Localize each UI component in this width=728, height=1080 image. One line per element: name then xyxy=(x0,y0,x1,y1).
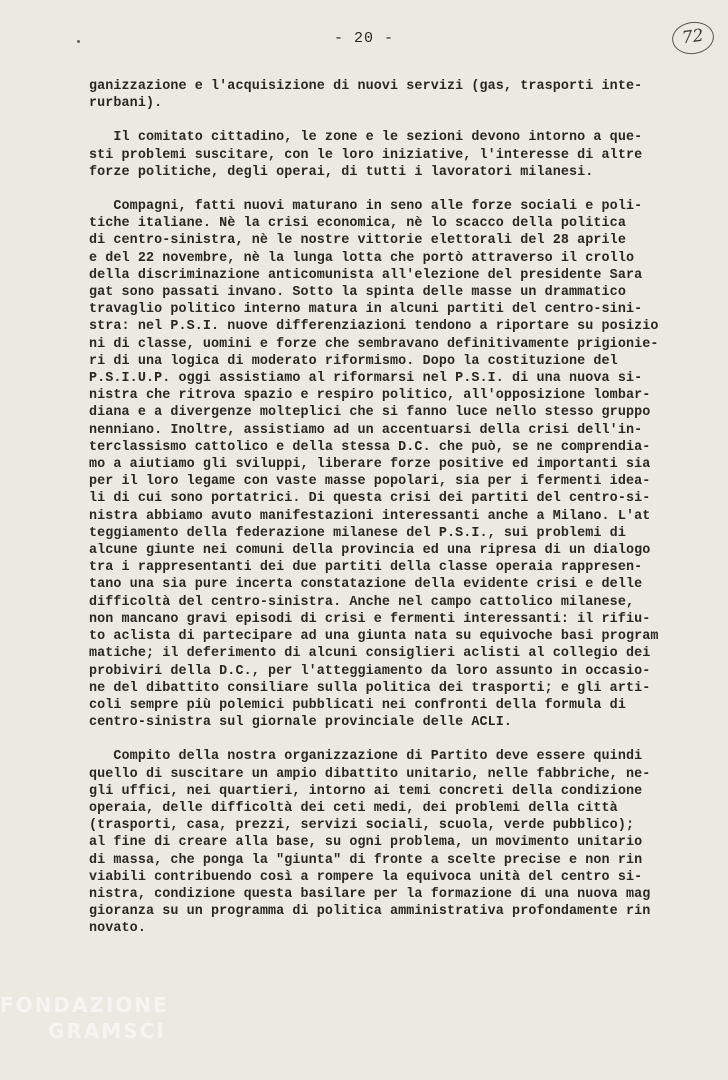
text-line: stra: nel P.S.I. nuove differenziazioni tendono a riportare su posizio xyxy=(89,319,659,335)
text-line: coli sempre più polemici pubblicati nei confronti della formula di xyxy=(89,697,626,713)
text-line: di massa, che ponga la "giunta" di fronte a scelte precise e non rin xyxy=(89,852,643,868)
text-line: terclassismo cattolico e della stessa D.C. che può, se ne comprendia- xyxy=(89,439,651,455)
text-line: ri di una logica di moderato riformismo. Dopo la costituzione del xyxy=(89,353,618,369)
text-line: sti problemi suscitare, con le loro iniziative, l'interesse di altre xyxy=(89,147,643,163)
text-line: teggiamento della federazione milanese del P.S.I., sui problemi di xyxy=(89,525,626,541)
text-line: Compito della nostra organizzazione di Partito deve essere quindi xyxy=(89,749,643,765)
text-line: nistra abbiamo avuto manifestazioni interessanti anche a Milano. L'at xyxy=(89,508,651,524)
text-line: nenniano. Inoltre, assistiamo ad un accentuarsi della crisi dell'in- xyxy=(89,422,643,438)
text-line: gioranza su un programma di politica amministrativa profondamente rin xyxy=(89,904,651,920)
text-line: ne del dibattito consiliare sulla politica dei trasporti; e gli arti- xyxy=(89,680,651,696)
text-line: diana e a divergenze molteplici che si fanno luce nello stesso gruppo xyxy=(89,405,651,421)
text-line: della discriminazione anticomunista all'elezione del presidente Sara xyxy=(89,267,643,283)
text-line: operaia, delle difficoltà dei ceti medi, dei problemi della città xyxy=(89,800,618,816)
text-line: matiche; il deferimento di alcuni consiglieri aclisti al collegio dei xyxy=(89,646,651,662)
paragraph xyxy=(89,748,689,937)
text-line: mo a aiutiamo gli sviluppi, liberare forze positive ed importanti sia xyxy=(89,457,651,473)
text-line: difficoltà del centro-sinistra. Anche nel campo cattolico milanese, xyxy=(89,594,635,610)
page-number: - 20 - xyxy=(333,30,394,47)
text-line: quello di suscitare un ampio dibattito unitario, nelle fabbriche, ne- xyxy=(89,766,651,782)
text-line: tiche italiane. Nè la crisi economica, nè lo scacco della politica xyxy=(89,216,626,232)
text-line: novato. xyxy=(89,921,146,937)
text-line: to aclista di partecipare ad una giunta nata su equivoche basi program xyxy=(89,629,659,645)
text-line: al fine di creare alla base, su ogni problema, un movimento unitario xyxy=(89,835,643,851)
text-line: centro-sinistra sul giornale provinciale delle ACLI. xyxy=(89,715,513,731)
text-line: Compagni, fatti nuovi maturano in seno alle forze sociali e poli- xyxy=(89,199,643,215)
text-line: gli uffici, nei quartieri, intorno ai temi concreti della condizione xyxy=(89,783,643,799)
text-line: ganizzazione e l'acquisizione di nuovi servizi (gas, trasporti inte- xyxy=(89,79,643,94)
watermark-line-1: FONDAZIONE xyxy=(0,993,169,1017)
text-line: gat sono passati invano. Sotto la spinta delle masse un drammatico xyxy=(89,285,626,301)
text-line: viabili contribuendo così a rompere la equivoca unità del centro si- xyxy=(89,869,643,885)
text-line: Il comitato cittadino, le zone e le sezioni devono intorno a que- xyxy=(89,130,643,146)
watermark-line-2: GRAMSCI xyxy=(48,1019,166,1043)
text-line: per il loro legame con vaste masse popolari, sia per i fermenti idea- xyxy=(89,474,651,490)
text-line: alcune giunte nei comuni della provincia ed una ripresa di un dialogo xyxy=(89,543,651,559)
text-line: rurbani). xyxy=(89,96,163,112)
text-line: probiviri della D.C., per l'atteggiamento da loro assunto in occasio- xyxy=(89,663,651,679)
text-line: di centro-sinistra, nè le nostre vittorie elettorali del 28 aprile xyxy=(89,233,626,249)
text-line: tra i rappresentanti dei due partiti della classe operaia rappresen- xyxy=(89,560,643,576)
folio-stamp: 72 xyxy=(670,19,716,57)
text-line: e del 22 novembre, nè la lunga lotta che portò attraverso il crollo xyxy=(89,250,635,266)
text-line: P.S.I.U.P. oggi assistiamo al riformarsi nel P.S.I. di una nuova si- xyxy=(89,371,643,387)
text-line: ni di classe, uomini e forze che sembravano definitivamente prigionie- xyxy=(89,336,659,352)
watermark-logo xyxy=(0,992,200,1072)
body-text xyxy=(89,78,689,955)
paragraph xyxy=(89,129,689,181)
paragraph xyxy=(89,198,689,731)
paragraph xyxy=(89,78,689,112)
text-line: li di cui sono portatrici. Di questa crisi dei partiti del centro-si- xyxy=(89,491,651,507)
text-line: tano una sia pure incerta constatazione della evidente crisi e delle xyxy=(89,577,643,593)
text-line: (trasporti, casa, prezzi, servizi sociali, scuola, verde pubblico); xyxy=(89,818,635,834)
text-line: forze politiche, degli operai, di tutti i lavoratori milanesi. xyxy=(89,164,594,180)
text-line: nistra che ritrova spazio e respiro politico, all'opposizione lombar- xyxy=(89,388,651,404)
text-line: nistra, condizione questa basilare per la formazione di una nuova mag xyxy=(89,886,651,902)
text-line: travaglio politico interno matura in alcuni partiti del centro-sini- xyxy=(89,302,643,318)
text-line: non mancano gravi episodi di crisi e fermenti interessanti: il rifiu- xyxy=(89,611,651,627)
